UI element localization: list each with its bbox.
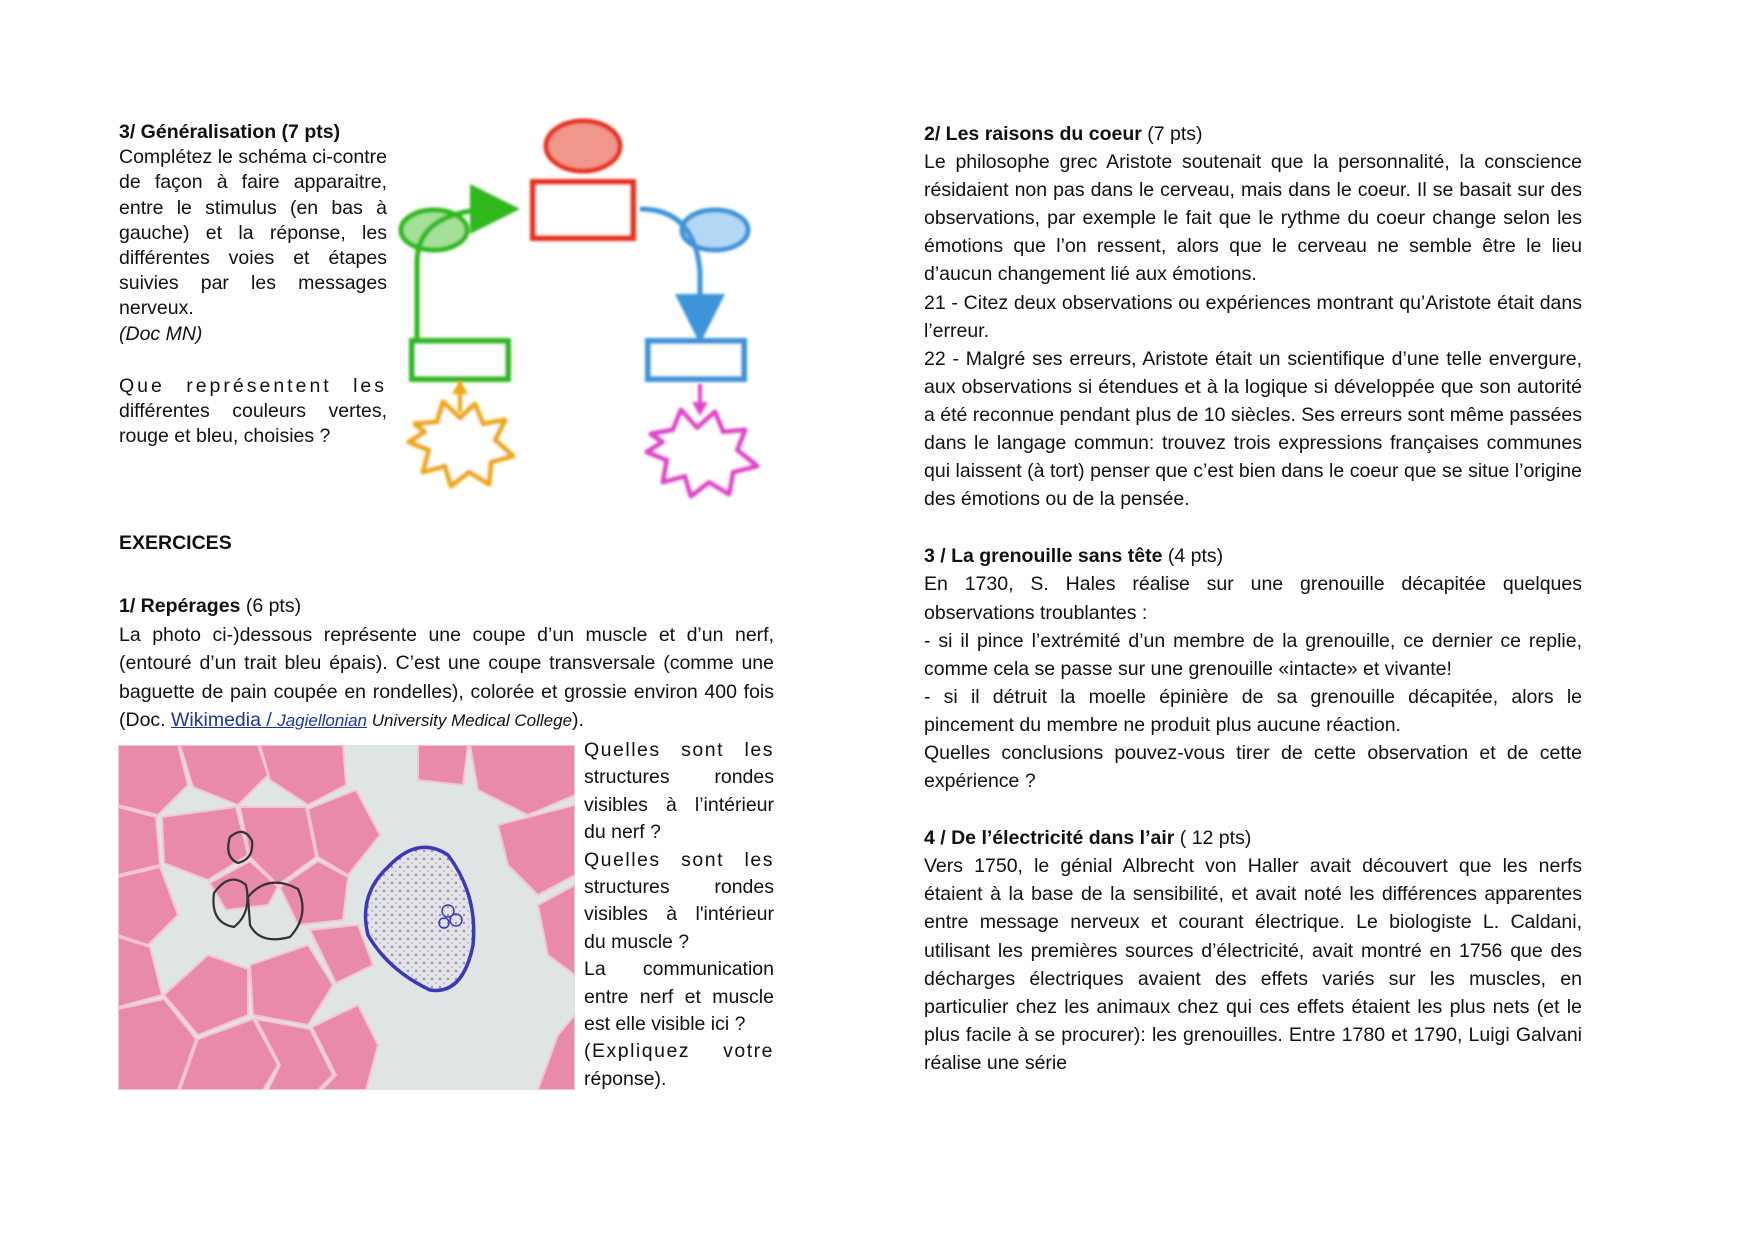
ex1-q1-rest: structures rondes visibles à l’intérieur du nerf ?: [584, 766, 774, 844]
ex4-title: 4 / De l’électricité dans l’air: [924, 827, 1175, 850]
red-oval: [546, 121, 620, 171]
green-box: [412, 341, 508, 379]
generalisation-question-rest: différentes couleurs vertes, rouge et bleu, choisies ?: [119, 400, 387, 448]
generalisation-doc: (Doc MN): [119, 322, 203, 345]
ex1-q1-first: Quelles sont les: [584, 739, 774, 761]
muscle-nerve-micrograph: [118, 745, 575, 1090]
ex4-points: ( 12 pts): [1174, 827, 1252, 850]
ex3-title: 3 / La grenouille sans tête: [924, 545, 1163, 568]
generalisation-question-first: Que représentent les: [119, 375, 387, 397]
ex2-text: Le philosophe grec Aristote soutenait que la personnalité, la conscience résidaient non pas dans le cerveau, mais dans le coeur. Il se basait sur des observations, par exemple le fait que le rythme du coeur change selon les émotions que l’on ressent, alors que le cerveau ne semble être le lieu d’aucun changement lié aux émotions.: [924, 151, 1582, 286]
ex2-points: (7 pts): [1141, 123, 1203, 145]
response-star-shape: [647, 410, 757, 496]
ex3-obs2: - si il détruit la moelle épinière de sa grenouille décapitée, alors le pincement du membre ne produit plus aucune réaction.: [924, 685, 1582, 736]
ex1-title: 1/ Repérages: [119, 595, 241, 617]
ex3-intro: En 1730, S. Hales réalise sur une grenouille décapitée quelques observations troublantes :: [924, 573, 1582, 624]
generalisation-block: [119, 120, 387, 347]
exercises-heading: EXERCICES: [119, 532, 232, 554]
generalisation-title: 3/ Généralisation (7 pts): [119, 121, 341, 143]
ex1-q2-first: Quelles sont les: [584, 848, 774, 871]
blue-box: [648, 341, 744, 379]
ex1-source: University Medical College: [367, 711, 573, 730]
ex1-q3: La communication entre nerf et muscle est elle visible ici ?: [584, 958, 774, 1036]
ex3-question: Quelles conclusions pouvez-vous tirer de cette observation et de cette expérience ?: [924, 741, 1582, 793]
exercise-1: [119, 592, 774, 736]
generalisation-instruction: Complétez le schéma ci-contre de façon à faire apparaitre, entre le stimulus (en bas à gauche) et la réponse, les différentes voies et étapes suivies par les messages nerveux.: [119, 146, 387, 320]
stimulus-star-shape: [409, 402, 513, 486]
ex2-title: 2/ Les raisons du coeur: [924, 123, 1142, 145]
ex1-points: (6 pts): [240, 595, 302, 617]
ex3-points: (4 pts): [1162, 545, 1224, 568]
right-column: [924, 120, 1582, 1077]
ex1-questions: [584, 737, 774, 1093]
ex2-q21: 21 - Citez deux observations ou expériences montrant qu’Aristote était dans l’erreur.: [924, 291, 1582, 342]
wikimedia-link[interactable]: Wikimedia / Jagiellonian: [171, 709, 367, 731]
ex1-q2-rest: structures rondes visibles à l'intérieur du muscle ?: [584, 876, 774, 953]
ex4-text: Vers 1750, le génial Albrecht von Haller avait découvert que les nerfs étaient à la base de la sensibilité, et avait noté les différences apparentes entre message nerveux et courant électrique. Le biologiste L. Caldani, utilisant les premières sources d’électricité, avait montré en 1756 que des décharges électriques avaient des effets variés sur les muscles, en particulier chez les animaux chez qui ces effets étaient les plus nets (et le plus facile à se procurer): les grenouilles. Entre 1780 et 1790, Luigi Galvani réalise une série: [924, 855, 1582, 1074]
nerve-pathway-diagram: [395, 112, 775, 502]
red-box: [533, 182, 633, 238]
ex3-obs1: - si il pince l’extrémité d’un membre de la grenouille, ce dernier ce replie, comme cela se passe sur une grenouille «intacte» et vivante!: [924, 629, 1582, 680]
ex2-q22: 22 - Malgré ses erreurs, Aristote était un scientifique d’une telle envergure, aux observations si étendues et à la logique si développée que son autorité a été reconnue pendant plus de 10 siècles. Ses erreurs sont même passées dans le langage commun: trouvez trois expressions françaises communes qui laissent (à tort) penser que c’est bien dans le coeur que se situe l’origine des émotions ou de la pensée.: [924, 347, 1582, 511]
ex1-close: ).: [572, 709, 584, 731]
ex1-q3-tail-first: (Expliquez votre: [584, 1040, 774, 1063]
generalisation-question: [119, 374, 387, 450]
ex1-q3-tail-rest: réponse).: [584, 1067, 667, 1090]
ex1-text: La photo ci-)dessous représente une coupe d’un muscle et d’un nerf, (entouré d’un trait bleu épais). C’est une coupe transversale (comme une baguette de pain coupée en rondelles), colorée et grossie environ 400 fois (Doc.: [119, 623, 774, 731]
